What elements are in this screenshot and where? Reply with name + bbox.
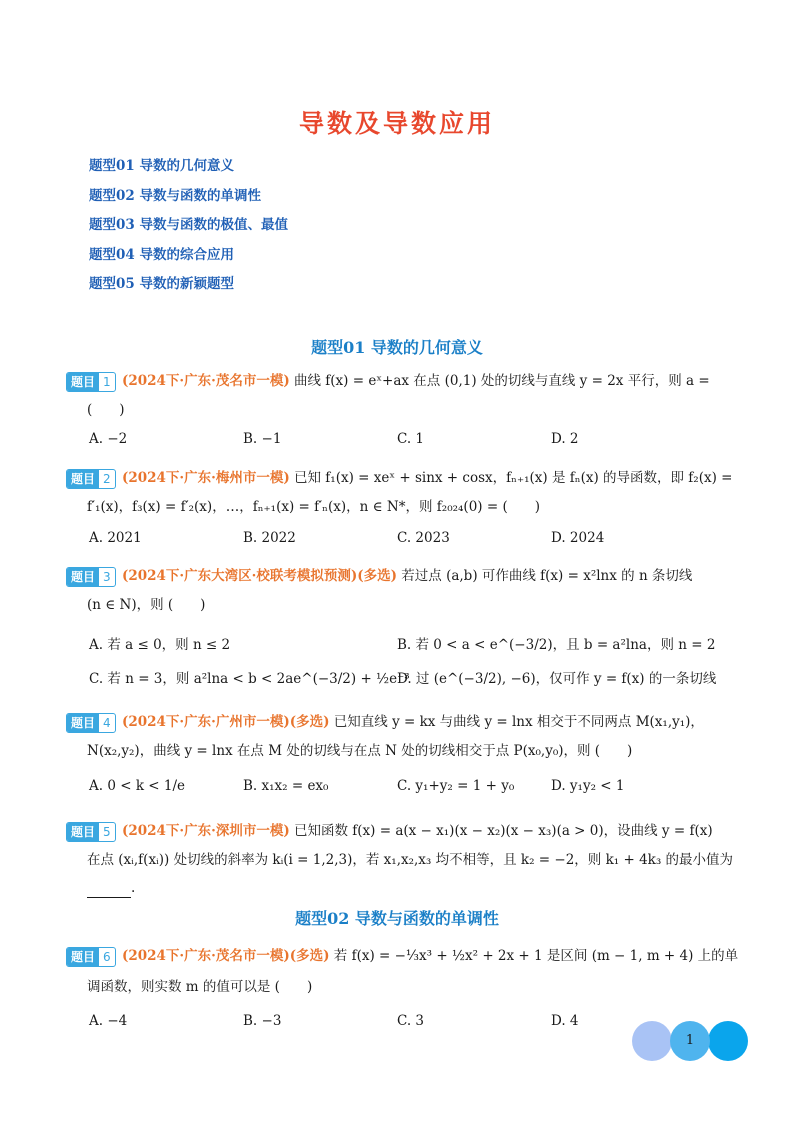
table-of-contents — [89, 156, 288, 304]
question-source: (2024下·广东·梅州市一模) — [121, 470, 290, 486]
question-source: (2024下·广东·广州市一模)(多选) — [121, 714, 330, 730]
option-d[interactable]: D. 2024 — [551, 530, 605, 546]
question-text: f′₁(x)，f₃(x) = f′₂(x)，…，fₙ₊₁(x) = f′ₙ(x)，n ∈ N*，则 f₂₀₂₄(0) = ( ) — [87, 498, 540, 515]
answer-blank-line — [87, 878, 728, 898]
badge-number: 1 — [103, 374, 111, 389]
question-text: 已知直线 y = kx 与曲线 y = lnx 相交于不同两点 M(x₁,y₁)， — [333, 714, 704, 730]
toc-item[interactable]: 题型01 导数的几何意义 — [89, 158, 234, 174]
question-2 — [66, 468, 733, 517]
question-text: . — [131, 879, 136, 896]
toc-item[interactable]: 题型05 导数的新颖题型 — [89, 276, 234, 293]
badge-label: 题目 — [67, 823, 99, 841]
question-badge — [66, 822, 116, 842]
question-4 — [66, 712, 728, 761]
option-b[interactable]: B. 2022 — [243, 530, 296, 546]
question-badge — [66, 372, 116, 392]
option-d[interactable]: D. 4 — [551, 1013, 579, 1029]
question-text: 调函数，则实数 m 的值可以是 ( ) — [87, 978, 313, 995]
question-text: 曲线 f(x) = eˣ+ax 在点 (0,1) 处的切线与直线 y = 2x 平行，则 a = — [294, 373, 710, 389]
option-a[interactable]: A. −4 — [89, 1013, 128, 1029]
badge-number: 4 — [103, 715, 111, 730]
question-1 — [66, 371, 728, 420]
question-text: N(x₂,y₂)，曲线 y = lnx 在点 M 处的切线与在点 N 处的切线相交于点 P(x₀,y₀)，则 ( ) — [87, 742, 633, 759]
question-source: (2024下·广东·茂名市一模)(多选) — [121, 948, 330, 964]
toc-item[interactable]: 题型03 导数与函数的极值、最值 — [89, 217, 288, 234]
question-text: 在点 (xᵢ,f(xᵢ)) 处切线的斜率为 kᵢ(i = 1,2,3)，若 x₁,x₂,x₃ 均不相等，且 k₂ = −2，则 k₁ + 4k₃ 的最小值为 — [87, 851, 734, 868]
badge-label: 题目 — [67, 948, 99, 966]
question-source: (2024下·广东大湾区·校联考模拟预测)(多选) — [121, 568, 397, 584]
option-d[interactable]: D. y₁y₂ < 1 — [551, 778, 625, 794]
option-c[interactable]: C. y₁+y₂ = 1 + y₀ — [397, 778, 515, 794]
question-text: 若 f(x) = −⅓x³ + ½x² + 2x + 1 是区间 (m − 1, m + 4) 上的单 — [333, 948, 739, 964]
badge-label: 题目 — [67, 714, 99, 732]
question-text: 已知 f₁(x) = xeˣ + sinx + cosx，fₙ₊₁(x) 是 fₙ(x) 的导函数，即 f₂(x) = — [294, 470, 733, 486]
badge-number: 2 — [103, 471, 111, 486]
option-b[interactable]: B. −3 — [243, 1013, 282, 1029]
question-badge — [66, 567, 116, 587]
badge-label: 题目 — [67, 373, 99, 391]
page-title: 导数及导数应用 — [298, 109, 495, 138]
section-title: 题型01 导数的几何意义 — [311, 338, 483, 357]
option-b[interactable]: B. x₁x₂ = ex₀ — [243, 778, 329, 794]
option-a[interactable]: A. −2 — [89, 431, 128, 447]
option-c[interactable]: C. 2023 — [397, 530, 450, 546]
toc-item[interactable]: 题型02 导数与函数的单调性 — [89, 187, 261, 204]
option-d[interactable]: D. 2 — [551, 431, 579, 447]
page-number: 1 — [670, 1021, 710, 1061]
badge-number: 3 — [103, 569, 111, 584]
question-text: (n ∈ N)，则 ( ) — [87, 596, 206, 613]
question-text: 已知函数 f(x) = a(x − x₁)(x − x₂)(x − x₃)(a > 0)，设曲线 y = f(x) — [294, 823, 713, 839]
answer-blank[interactable] — [87, 883, 131, 898]
question-5 — [66, 821, 734, 898]
question-text: ( ) — [87, 401, 125, 418]
page-number-badge — [632, 1021, 748, 1063]
option-d[interactable]: D. 过 (e^(−3/2), −6)，仅可作 y = f(x) 的一条切线 — [397, 671, 717, 687]
question-badge — [66, 469, 116, 489]
badge-number: 5 — [103, 824, 111, 839]
decorative-circle — [632, 1021, 672, 1061]
decorative-circle — [708, 1021, 748, 1061]
option-a[interactable]: A. 0 < k < 1/e — [89, 778, 186, 794]
question-3 — [66, 566, 728, 615]
section-title: 题型02 导数与函数的单调性 — [295, 909, 499, 928]
question-source: (2024下·广东·深圳市一模) — [121, 823, 290, 839]
option-c[interactable]: C. 3 — [397, 1013, 425, 1029]
option-b[interactable]: B. −1 — [243, 431, 282, 447]
badge-label: 题目 — [67, 568, 99, 586]
option-c[interactable]: C. 若 n = 3，则 a²lna < b < 2ae^(−3/2) + ½e⁻³ — [89, 671, 410, 687]
option-a[interactable]: A. 若 a ≤ 0，则 n ≤ 2 — [89, 637, 231, 653]
question-6 — [66, 946, 739, 997]
option-b[interactable]: B. 若 0 < a < e^(−3/2)，且 b = a²lna，则 n = 2 — [397, 637, 716, 653]
question-source: (2024下·广东·茂名市一模) — [121, 373, 290, 389]
option-c[interactable]: C. 1 — [397, 431, 425, 447]
option-a[interactable]: A. 2021 — [89, 530, 142, 546]
badge-number: 6 — [103, 949, 111, 964]
question-badge — [66, 713, 116, 733]
question-text: 若过点 (a,b) 可作曲线 f(x) = x²lnx 的 n 条切线 — [401, 568, 693, 584]
toc-item[interactable]: 题型04 导数的综合应用 — [89, 246, 234, 263]
badge-label: 题目 — [67, 470, 99, 488]
question-badge — [66, 947, 116, 967]
